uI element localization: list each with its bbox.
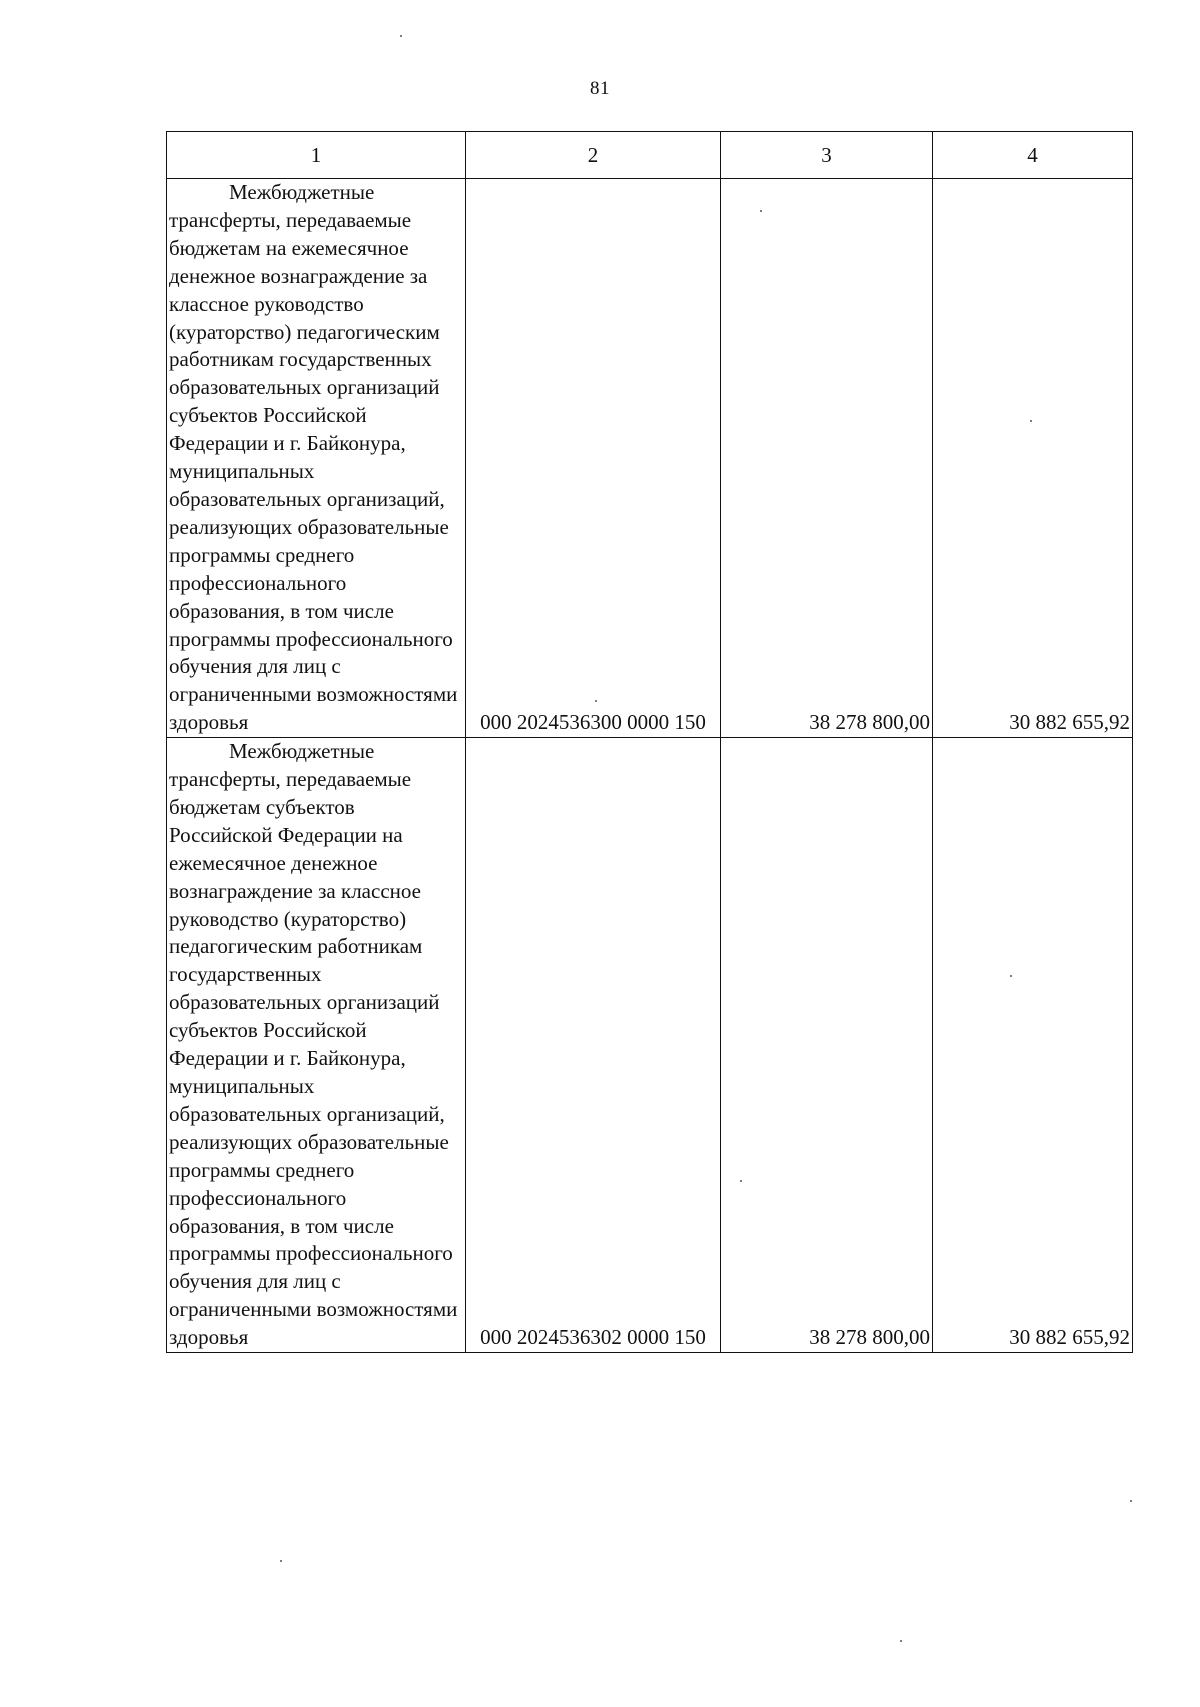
scan-speck [1010, 975, 1012, 977]
table-row [167, 179, 1133, 738]
scan-speck [740, 1180, 742, 1182]
scan-speck [400, 35, 402, 37]
amount-col4: 30 882 655,92 [933, 738, 1133, 1353]
scan-speck [900, 1640, 902, 1642]
scan-speck [280, 1560, 282, 1562]
page-number: 81 [590, 78, 610, 99]
row-description: Межбюджетные трансферты, передаваемые бюджетам субъектов Российской Федерации на ежемесячное денежное вознаграждение за классное руководство (кураторство) педагогическим работникам государственных образовательных организаций субъектов Российской Федерации и г. Байконура, муниципальных образовательных организаций, реализующих образовательные программы среднего профессионального образования, в том числе программы профессионального обучения для лиц с ограниченными возможностями здоровья [169, 739, 458, 1350]
budget-table [166, 131, 1133, 1353]
row-description: Межбюджетные трансферты, передаваемые бюджетам на ежемесячное денежное вознаграждение за классное руководство (кураторство) педагогическим работникам государственных образовательных организаций субъектов Российской Федерации и г. Байконура, муниципальных образовательных организаций, реализующих образовательные программы среднего профессионального образования, в том числе программы профессионального обучения для лиц с ограниченными возможностями здоровья [169, 180, 458, 735]
budget-code: 000 2024536302 0000 150 [466, 738, 721, 1353]
amount-col3: 38 278 800,00 [721, 738, 933, 1353]
column-header: 4 [933, 132, 1133, 179]
scan-speck [1030, 420, 1032, 422]
column-header: 1 [167, 132, 466, 179]
description-cell [167, 738, 466, 1353]
column-header: 3 [721, 132, 933, 179]
description-cell [167, 179, 466, 738]
scan-speck [1130, 1500, 1132, 1502]
column-header: 2 [466, 132, 721, 179]
table-header-row [167, 132, 1133, 179]
amount-col3: 38 278 800,00 [721, 179, 933, 738]
table-row [167, 738, 1133, 1353]
scan-speck [595, 700, 597, 702]
scan-speck [760, 210, 762, 212]
amount-col4: 30 882 655,92 [933, 179, 1133, 738]
budget-code: 000 2024536300 0000 150 [466, 179, 721, 738]
